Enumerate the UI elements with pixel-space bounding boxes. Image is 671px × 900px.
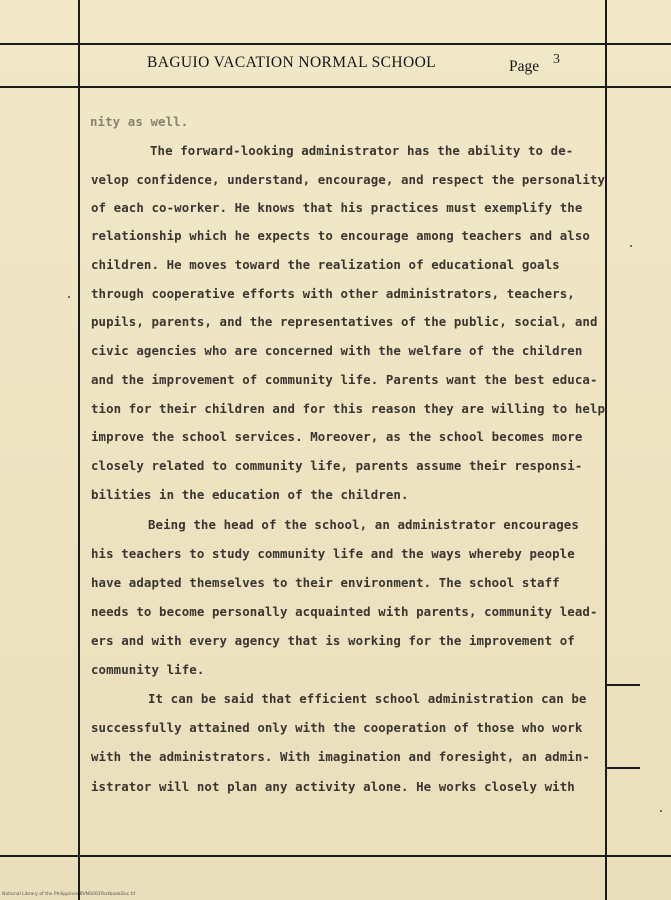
text-line: bilities in the education of the children. bbox=[91, 487, 409, 502]
text-line: velop confidence, understand, encourage, and respect the personality bbox=[91, 172, 606, 187]
text-line: improve the school services. Moreover, as the school becomes more bbox=[91, 429, 583, 444]
text-line: pupils, parents, and the representatives of the public, social, and bbox=[91, 314, 598, 329]
left-margin-rule bbox=[78, 0, 80, 900]
text-line: Being the head of the school, an administrator encourages bbox=[148, 517, 579, 532]
text-line: children. He moves toward the realization of educational goals bbox=[91, 257, 560, 272]
text-line: istrator will not plan any activity alone. He works closely with bbox=[91, 779, 575, 794]
text-line: relationship which he expects to encourage among teachers and also bbox=[91, 228, 590, 243]
text-line: closely related to community life, parents assume their responsi- bbox=[91, 458, 583, 473]
text-line: nity as well. bbox=[90, 114, 189, 129]
text-line: needs to become personally acquainted with parents, community lead- bbox=[91, 604, 598, 619]
right-tick-1 bbox=[605, 684, 640, 686]
header-bottom-rule bbox=[0, 86, 671, 88]
text-line: ers and with every agency that is working for the improvement of bbox=[91, 633, 575, 648]
top-rule bbox=[0, 43, 671, 45]
text-line: with the administrators. With imagination and foresight, an admin- bbox=[91, 749, 590, 764]
text-line: through cooperative efforts with other administrators, teachers, bbox=[91, 286, 575, 301]
ink-speck bbox=[660, 810, 662, 812]
text-line: The forward-looking administrator has the ability to de- bbox=[150, 143, 574, 158]
text-line: It can be said that efficient school administration can be bbox=[148, 691, 587, 706]
text-line: successfully attained only with the cooperation of those who work bbox=[91, 720, 583, 735]
right-margin-rule bbox=[605, 0, 607, 900]
text-line: community life. bbox=[91, 662, 205, 677]
ink-speck bbox=[630, 245, 632, 247]
page-number: 3 bbox=[553, 52, 560, 67]
right-tick-2 bbox=[605, 767, 640, 769]
text-line: have adapted themselves to their environment. The school staff bbox=[91, 575, 560, 590]
text-line: civic agencies who are concerned with the welfare of the children bbox=[91, 343, 583, 358]
scan-footer: National Library of the Philippines BVNS003TextbookDoc.tif bbox=[2, 892, 136, 897]
text-line: tion for their children and for this reason they are willing to help bbox=[91, 401, 606, 416]
ink-speck bbox=[68, 296, 70, 298]
text-line: of each co-worker. He knows that his practices must exemplify the bbox=[91, 200, 583, 215]
footer-rule bbox=[0, 855, 671, 857]
school-header-title: BAGUIO VACATION NORMAL SCHOOL bbox=[147, 54, 437, 71]
page-label: Page bbox=[509, 58, 540, 75]
text-line: and the improvement of community life. Parents want the best educa- bbox=[91, 372, 598, 387]
text-line: his teachers to study community life and the ways whereby people bbox=[91, 546, 575, 561]
